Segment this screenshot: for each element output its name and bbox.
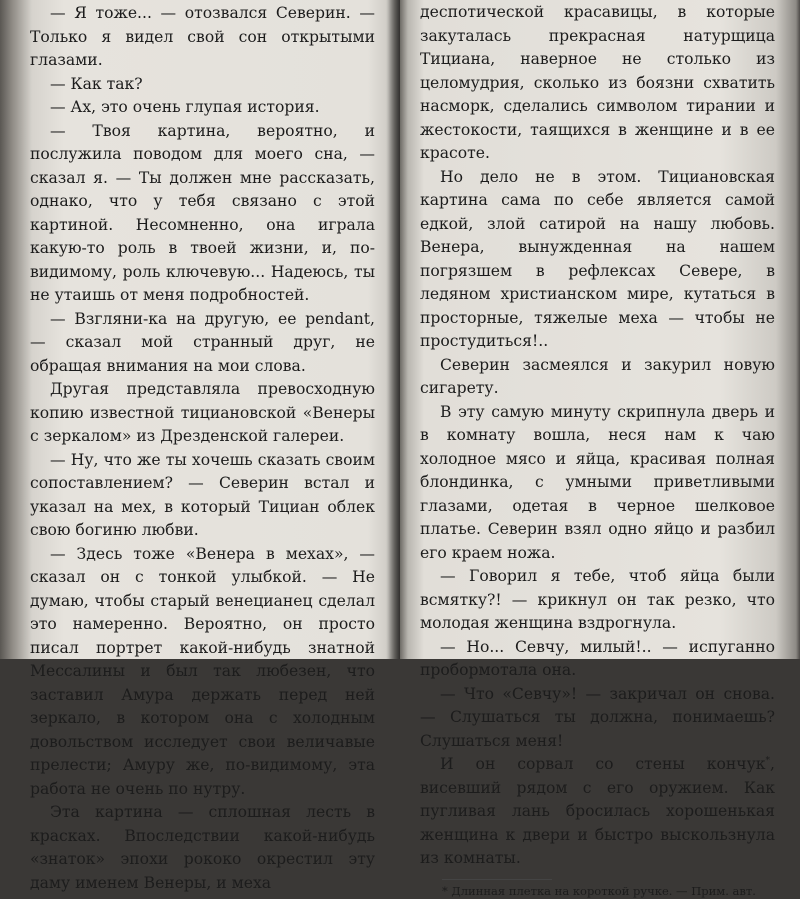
- right-paragraph: — Что «Севчу»! — закричал он снова. — Слушаться ты должна, понимаешь? Слушаться меня!: [420, 684, 775, 750]
- footnote: [442, 884, 775, 899]
- right-paragraph: Северин засмеялся и закурил новую сигарету.: [420, 355, 775, 397]
- left-paragraph: Эта картина — сплошная лесть в красках. Впоследствии какой-нибудь «знаток» эпохи рококо окрестил эту даму именем Венеры, и меха: [30, 803, 375, 892]
- left-paragraph: — Ах, это очень глупая история.: [50, 98, 320, 116]
- footnote-marker: *: [765, 755, 771, 766]
- left-paragraph: — Твоя картина, вероятно, и послужила поводом для моего сна, — сказал я. — Ты должен мне рассказать, однако, что у тебя связано с этой картиной. Несомненно, она играла какую-то роль в твоей жизни, и, по-видимому, роль ключевую... Надеюсь, ты не утаишь от меня подробностей.: [30, 121, 375, 304]
- right-paragraph: — Но... Севчу, милый!.. — испуганно пробормотала она.: [420, 637, 775, 679]
- right-paragraph: В эту самую минуту скрипнула дверь и в комнату вошла, неся нам к чаю холодное мясо и яйца, красивая полная блондинка, с умными приветливыми глазами, одетая в черное шелковое платье. Северин взял одно яйцо и разбил его краем ножа.: [420, 402, 775, 562]
- right-paragraph: — Говорил я тебе, чтоб яйца были всмятку?! — крикнул он так резко, что молодая женщина вздрогнула.: [420, 567, 775, 632]
- left-paragraph: — Я тоже... — отозвался Северин. — Только я видел свой сон открытыми глазами.: [30, 4, 375, 69]
- footnote-marker-ref: *: [442, 883, 448, 898]
- left-paragraph: — Взгляни-ка на другую, ее pendant, — сказал мой странный друг, не обращая внимания на мои слова.: [30, 309, 375, 375]
- right-paragraph: Но дело не в этом. Тициановская картина сама по себе является самой едкой, злой сатирой на нашу любовь. Венера, вынужденная на нашем погрязшем в рефлексах Севере, в ледяном христианском мире, кутаться в просторные, тяжелые меха — чтобы не простудиться!..: [420, 167, 775, 350]
- left-paragraph: — Здесь тоже «Венера в мехах», — сказал он с тонкой улыбкой. — Не думаю, чтобы старый венецианец сделал это намеренно. Вероятно, он просто писал портрет какой-нибудь знатной Мессалины и был так любезен, что заставил Амура держать перед ней зеркало, в котором она с холодным довольством исследует свои величавые прелести; Амуру же, по-видимому, эта работа не очень по нутру.: [30, 544, 375, 798]
- right-continuation: деспотической красавицы, в которые закуталась прекрасная натурщица Тициана, наверное не столько из целомудрия, сколько из боязни схватить насморк, сделались символом тирании и жестокости, таящихся в женщине и в ее красоте.: [420, 3, 775, 162]
- last-paragraph-end: , висевший рядом с его оружием. Как пугливая лань бросилась хорошенькая женщина к двери и быстро выскользнула из комнаты.: [420, 755, 775, 867]
- footnote-divider: [442, 879, 552, 880]
- left-paragraph: — Ну, что же ты хочешь сказать своим сопоставлением? — Северин встал и указал на мех, в который Тициан облек свою богиню любви.: [30, 450, 375, 539]
- left-paragraph: — Как так?: [50, 74, 143, 93]
- footnote-text: Длинная плетка на короткой ручке. — Прим. авт.: [451, 883, 756, 898]
- right-last-paragraph: [420, 753, 775, 871]
- left-page: [30, 0, 375, 892]
- right-page: [420, 0, 775, 898]
- last-paragraph-start: И он сорвал со стены кончук: [440, 755, 766, 773]
- left-paragraph: Другая представляла превосходную копию известной тициановской «Венеры с зеркалом» из Дрезденской галереи.: [30, 380, 375, 445]
- book-gutter: [386, 0, 400, 659]
